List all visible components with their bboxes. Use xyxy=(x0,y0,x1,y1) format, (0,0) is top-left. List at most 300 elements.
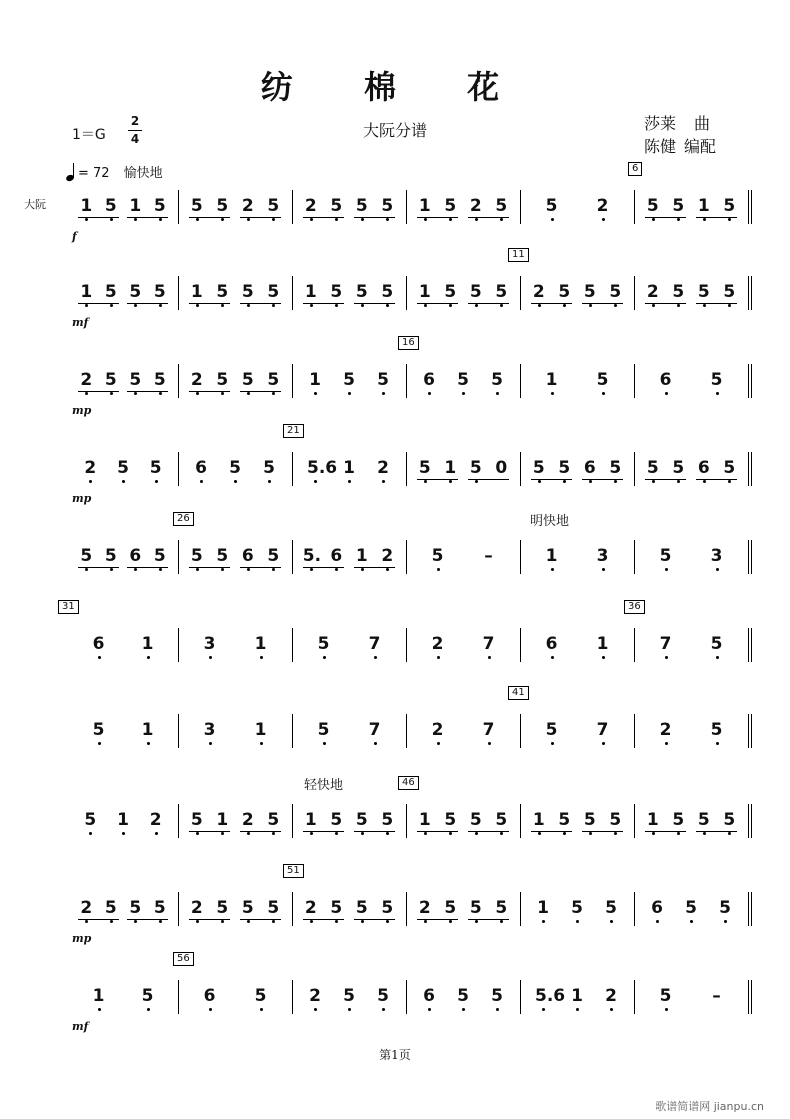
expression-marking: 明快地 xyxy=(530,514,570,529)
note xyxy=(544,366,560,416)
dynamic-text: mp xyxy=(72,932,92,945)
note-digit: 5 xyxy=(343,370,355,390)
note xyxy=(307,982,323,1032)
note-digit: 2 xyxy=(605,986,617,1006)
note-digit: 5 xyxy=(377,370,389,390)
note xyxy=(115,454,131,504)
barline xyxy=(634,276,635,310)
score-system xyxy=(68,865,752,948)
note-digit: 5 xyxy=(330,196,343,216)
note xyxy=(595,366,611,416)
note-digit: 5 xyxy=(723,810,736,830)
beam xyxy=(189,831,231,832)
note-digit: 3 xyxy=(596,546,609,566)
note-digit: 5 xyxy=(583,282,596,302)
note-digit: 1 xyxy=(141,634,154,654)
note-digit: 5 xyxy=(672,458,685,478)
beam xyxy=(354,567,396,568)
barline xyxy=(520,540,521,574)
dynamic-marking xyxy=(74,202,90,252)
beam xyxy=(354,217,396,218)
note xyxy=(683,894,699,944)
barline xyxy=(178,804,179,838)
note xyxy=(421,982,437,1032)
note-digit: 1 xyxy=(418,196,431,216)
note-digit: 5 xyxy=(571,898,583,918)
dynamic-marking xyxy=(74,992,90,1042)
note-digit: 2 xyxy=(190,370,203,390)
note-digit: 6 xyxy=(583,458,596,478)
barline xyxy=(178,714,179,748)
barline xyxy=(634,452,635,486)
note xyxy=(709,542,725,592)
score-system xyxy=(68,337,752,420)
barline xyxy=(748,628,749,662)
note-digit: 6 xyxy=(423,986,435,1006)
barline xyxy=(406,628,407,662)
note-digit: 5 xyxy=(129,282,142,302)
barline xyxy=(292,892,293,926)
note-digit: 5 xyxy=(558,282,571,302)
note-digit: – xyxy=(484,546,493,566)
barline xyxy=(748,364,749,398)
note-digit: 6 xyxy=(203,986,216,1006)
note-digit: 5 xyxy=(153,282,166,302)
note-digit: 5 xyxy=(216,546,229,566)
score-system xyxy=(68,249,752,332)
note xyxy=(307,366,323,416)
note-digit: 5 xyxy=(444,810,457,830)
barline xyxy=(751,804,752,838)
note-digit: 5. xyxy=(302,546,322,566)
beam xyxy=(696,217,738,218)
note xyxy=(481,716,497,766)
note-digit: 5 xyxy=(117,458,129,478)
note-digit: 5 xyxy=(355,810,368,830)
note-digit: 5 xyxy=(469,282,482,302)
note-digit: 5 xyxy=(491,986,503,1006)
note-digit: 5 xyxy=(149,458,162,478)
barline xyxy=(748,276,749,310)
note-digit: 5 xyxy=(241,898,254,918)
note-digit: 5.6 xyxy=(307,458,338,478)
note-digit: 1 xyxy=(418,810,431,830)
note xyxy=(421,366,437,416)
score-title: 纺 棉 花 xyxy=(260,68,530,106)
dynamic-text: mp xyxy=(72,404,92,417)
note-digit: 1 xyxy=(216,810,229,830)
time-signature-bottom: 4 xyxy=(130,132,140,146)
beam xyxy=(696,831,738,832)
barline xyxy=(520,276,521,310)
note-digit: 5 xyxy=(254,986,267,1006)
note-digit: 6 xyxy=(659,370,672,390)
arranger-role: 编配 xyxy=(684,137,717,156)
note-digit: 6 xyxy=(92,634,105,654)
note-digit: 5 xyxy=(697,810,710,830)
beam xyxy=(303,303,345,304)
barline xyxy=(748,452,749,486)
beam xyxy=(354,919,396,920)
note-digit: 1 xyxy=(418,282,431,302)
note xyxy=(253,630,269,680)
tempo-expression: 愉快地 xyxy=(123,166,163,181)
barline xyxy=(520,892,521,926)
note xyxy=(316,716,332,766)
note-digit: 5 xyxy=(659,546,672,566)
note-digit: 1 xyxy=(545,546,558,566)
note-digit: 5 xyxy=(609,282,622,302)
note-digit: 5 xyxy=(723,196,736,216)
barline xyxy=(406,540,407,574)
note-digit: 5 xyxy=(381,282,394,302)
note xyxy=(658,366,674,416)
note-digit: 5 xyxy=(719,898,731,918)
note xyxy=(603,894,619,944)
note xyxy=(709,716,725,766)
barline xyxy=(292,452,293,486)
note-digit: 1 xyxy=(80,282,93,302)
note-digit: 2 xyxy=(241,196,254,216)
note-digit: 7 xyxy=(368,634,381,654)
note-digit: 6 xyxy=(241,546,254,566)
measure-number: 56 xyxy=(173,952,194,966)
note-digit: 5 xyxy=(104,546,117,566)
measure-number: 46 xyxy=(398,776,419,790)
note-digit: 5 xyxy=(317,720,330,740)
note-digit: 5 xyxy=(267,370,280,390)
beam xyxy=(645,479,687,480)
note-digit: 5.6 xyxy=(535,986,566,1006)
note-digit: 1 xyxy=(92,986,105,1006)
barline xyxy=(178,276,179,310)
part-subtitle: 大阮分谱 xyxy=(362,121,427,140)
barline xyxy=(634,364,635,398)
note-digit: 6 xyxy=(545,634,558,654)
note-digit: 5 xyxy=(495,898,508,918)
note xyxy=(91,982,107,1032)
note-digit: 1 xyxy=(596,634,609,654)
note xyxy=(489,982,505,1032)
barline xyxy=(178,628,179,662)
note-digit: 3 xyxy=(203,634,216,654)
note-digit: 5 xyxy=(317,634,330,654)
note-digit: 2 xyxy=(659,720,672,740)
note-digit: 1 xyxy=(304,282,317,302)
note-digit: 2 xyxy=(646,282,659,302)
note-digit: 2 xyxy=(304,196,317,216)
barline xyxy=(751,892,752,926)
note-digit: 2 xyxy=(241,810,254,830)
beam xyxy=(417,479,459,480)
beam xyxy=(468,919,510,920)
barline xyxy=(406,190,407,224)
barline xyxy=(406,714,407,748)
credits xyxy=(644,112,716,158)
barline xyxy=(406,980,407,1014)
note xyxy=(91,716,107,766)
note-digit: 5 xyxy=(583,810,596,830)
note xyxy=(595,542,611,592)
note-digit: 5 xyxy=(355,898,368,918)
note-digit: 2 xyxy=(381,546,394,566)
note xyxy=(658,716,674,766)
barline xyxy=(178,540,179,574)
beam xyxy=(417,303,459,304)
note xyxy=(544,716,560,766)
note-digit: 1 xyxy=(117,810,129,830)
note-digit: 5 xyxy=(129,898,142,918)
note-digit: 5 xyxy=(381,810,394,830)
barline xyxy=(748,892,749,926)
barline xyxy=(292,190,293,224)
note-digit: 5 xyxy=(672,282,685,302)
note xyxy=(535,894,551,944)
dynamic-text: mf xyxy=(72,1020,89,1033)
note xyxy=(709,630,725,680)
arranger-name: 陈健 xyxy=(644,137,677,156)
note xyxy=(253,982,269,1032)
note xyxy=(261,454,277,504)
note-digit: 7 xyxy=(368,720,381,740)
note-digit: 5 xyxy=(545,720,558,740)
note xyxy=(140,716,156,766)
instrument-label: 大阮 xyxy=(24,198,46,211)
note xyxy=(307,454,338,504)
barline xyxy=(634,540,635,574)
note-digit: 6 xyxy=(129,546,142,566)
barline xyxy=(178,452,179,486)
note-digit: 5 xyxy=(710,720,723,740)
page-number: 第1页 xyxy=(379,1048,411,1062)
beam xyxy=(531,831,573,832)
barline xyxy=(292,540,293,574)
note-digit: 1 xyxy=(80,196,93,216)
note-digit: 5 xyxy=(241,282,254,302)
beam xyxy=(240,919,282,920)
note-digit: 5 xyxy=(545,196,558,216)
measure-number: 21 xyxy=(283,424,304,438)
note-digit: 5 xyxy=(92,720,105,740)
note xyxy=(367,630,383,680)
barline xyxy=(292,364,293,398)
beam xyxy=(240,217,282,218)
beam xyxy=(582,479,624,480)
note-digit: 5 xyxy=(723,458,736,478)
barline xyxy=(520,364,521,398)
note-digit: 5 xyxy=(444,898,457,918)
note xyxy=(430,630,446,680)
note-digit: 5 xyxy=(495,196,508,216)
beam xyxy=(354,831,396,832)
barline xyxy=(748,980,749,1014)
beam xyxy=(127,217,168,218)
note-digit: 5 xyxy=(710,370,723,390)
note xyxy=(455,982,471,1032)
quarter-note-icon xyxy=(66,163,74,181)
note-digit: 5 xyxy=(153,546,166,566)
barline xyxy=(634,892,635,926)
note xyxy=(375,982,391,1032)
note-digit: 5 xyxy=(431,546,444,566)
barline xyxy=(748,804,749,838)
note-digit: 6 xyxy=(195,458,207,478)
note xyxy=(367,716,383,766)
note xyxy=(202,982,218,1032)
barline xyxy=(520,190,521,224)
note-digit: 5 xyxy=(355,196,368,216)
barline xyxy=(292,628,293,662)
note xyxy=(140,982,156,1032)
barline xyxy=(178,892,179,926)
note-digit: 5 xyxy=(84,810,97,830)
measure-number: 11 xyxy=(508,248,529,262)
barline xyxy=(520,804,521,838)
score-system xyxy=(62,601,752,684)
note-digit: 1 xyxy=(646,810,659,830)
beam xyxy=(582,303,624,304)
note-digit: 1 xyxy=(254,720,267,740)
note-digit: 6 xyxy=(423,370,435,390)
note-digit: 5 xyxy=(190,196,203,216)
note-digit: 1 xyxy=(254,634,267,654)
beam xyxy=(303,217,345,218)
score-system xyxy=(68,687,752,770)
note xyxy=(658,542,674,592)
barline xyxy=(520,980,521,1014)
beam xyxy=(417,217,459,218)
dynamic-marking xyxy=(74,376,90,426)
barline xyxy=(748,540,749,574)
note-digit: 5 xyxy=(381,898,394,918)
note xyxy=(481,630,497,680)
note xyxy=(489,366,505,416)
dynamic-text: f xyxy=(72,230,77,243)
note-digit: 2 xyxy=(309,986,321,1006)
note xyxy=(603,982,619,1032)
note-digit: 5 xyxy=(558,458,571,478)
measure-number: 16 xyxy=(398,336,419,350)
note-digit: 5 xyxy=(129,370,142,390)
beam xyxy=(127,391,168,392)
note-digit: 1 xyxy=(571,986,583,1006)
note-digit: 2 xyxy=(431,720,444,740)
score-system xyxy=(68,513,752,596)
beam xyxy=(189,391,231,392)
note-digit: 5 xyxy=(141,986,154,1006)
barline xyxy=(520,714,521,748)
note xyxy=(316,630,332,680)
beam xyxy=(189,567,231,568)
beam xyxy=(417,831,459,832)
note xyxy=(544,542,560,592)
barline xyxy=(178,190,179,224)
note-digit: 3 xyxy=(710,546,723,566)
beam xyxy=(468,303,510,304)
beam xyxy=(417,919,459,920)
composer-name: 莎莱 xyxy=(644,114,677,133)
note-digit: 2 xyxy=(84,458,97,478)
tempo-value: = 72 xyxy=(78,166,110,181)
beam xyxy=(531,303,573,304)
note-digit: 5 xyxy=(605,898,617,918)
beam xyxy=(189,303,231,304)
note-digit: 7 xyxy=(482,634,495,654)
measure-number: 26 xyxy=(173,512,194,526)
note-digit: 2 xyxy=(469,196,482,216)
note-digit: 5 xyxy=(153,370,166,390)
watermark: 歌谱简谱网 jianpu.cn xyxy=(655,1100,764,1113)
note xyxy=(148,806,164,856)
note xyxy=(227,454,243,504)
note xyxy=(535,982,566,1032)
time-signature xyxy=(128,114,142,147)
beam xyxy=(645,217,687,218)
note-digit: 2 xyxy=(377,458,389,478)
note-digit: 5 xyxy=(267,196,280,216)
beam xyxy=(189,919,231,920)
note-digit: 5 xyxy=(457,986,469,1006)
beam xyxy=(240,391,282,392)
barline xyxy=(634,804,635,838)
barline xyxy=(751,980,752,1014)
note xyxy=(595,192,611,242)
barline xyxy=(751,364,752,398)
note xyxy=(115,806,131,856)
note xyxy=(595,716,611,766)
note-digit: 5 xyxy=(330,898,343,918)
note-digit: 5 xyxy=(267,282,280,302)
note-digit: 5 xyxy=(444,282,457,302)
note-digit: 1 xyxy=(309,370,321,390)
barline xyxy=(292,276,293,310)
note xyxy=(544,192,560,242)
note-digit: 5 xyxy=(104,370,117,390)
note-digit: 5 xyxy=(444,196,457,216)
note-digit: 5 xyxy=(491,370,503,390)
note-digit: 5 xyxy=(104,196,117,216)
note-digit: 5 xyxy=(377,986,389,1006)
note-digit: 2 xyxy=(596,196,609,216)
note-digit: 1 xyxy=(545,370,558,390)
note-digit: 1 xyxy=(129,196,142,216)
note-digit: 5 xyxy=(355,282,368,302)
note-digit: 2 xyxy=(431,634,444,654)
note xyxy=(91,630,107,680)
note-digit: 5 xyxy=(418,458,431,478)
beam xyxy=(240,831,282,832)
note xyxy=(717,894,733,944)
beam xyxy=(127,303,168,304)
note-digit: 2 xyxy=(304,898,317,918)
note-digit: 7 xyxy=(659,634,672,654)
note-digit: 5 xyxy=(609,810,622,830)
time-signature-top: 2 xyxy=(130,114,140,128)
note xyxy=(193,454,209,504)
note-digit: 5 xyxy=(532,458,545,478)
barline xyxy=(751,190,752,224)
beam xyxy=(696,479,738,480)
note-digit: 1 xyxy=(697,196,710,216)
note-digit: 5 xyxy=(381,196,394,216)
measure-number: 31 xyxy=(58,600,79,614)
barline xyxy=(520,452,521,486)
note xyxy=(375,366,391,416)
note-digit: 5 xyxy=(216,898,229,918)
note-digit: 1 xyxy=(532,810,545,830)
note xyxy=(140,630,156,680)
note-digit: 2 xyxy=(418,898,431,918)
